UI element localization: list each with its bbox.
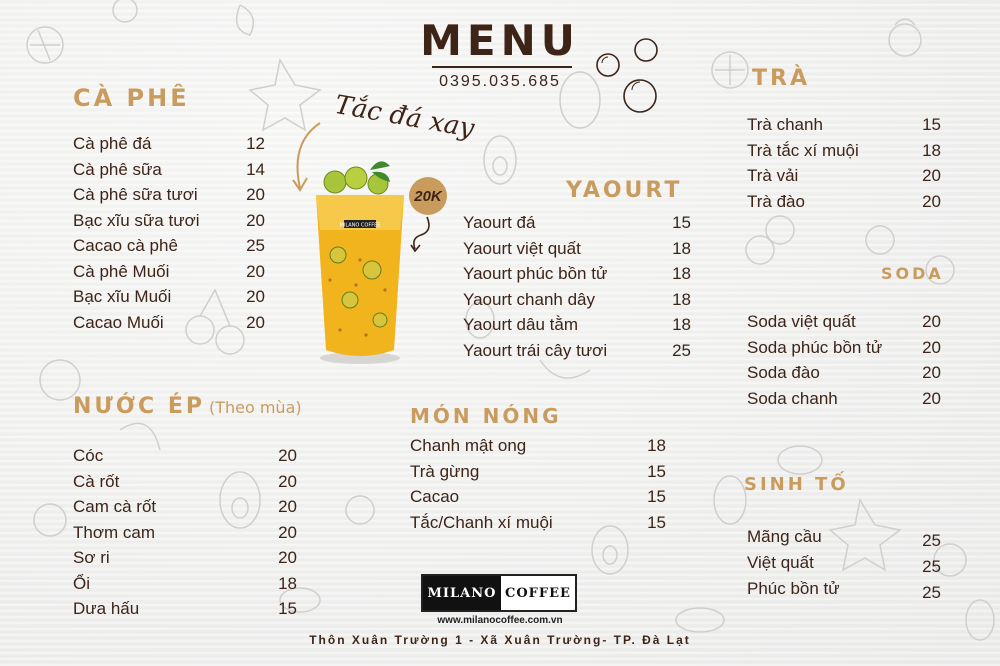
menu-item: [463, 213, 691, 239]
phone-number: 0395.035.685: [439, 73, 561, 90]
menu-item: [747, 192, 941, 218]
menu-item: [73, 134, 265, 160]
item-price: 20: [246, 185, 265, 204]
menu-item: [747, 141, 941, 167]
menu-item: [463, 290, 691, 316]
section-title-nuocep: [73, 394, 302, 419]
item-price: 18: [672, 315, 691, 334]
section-list-monnong: [410, 436, 666, 538]
item-name: Soda việt quất: [747, 312, 856, 331]
promo-price-badge: 20K: [409, 177, 447, 215]
item-name: Tắc/Chanh xí muội: [410, 512, 553, 532]
section-title-sinhto: SINH TỐ: [744, 474, 849, 495]
menu-item: [747, 115, 941, 141]
item-price: 20: [278, 522, 297, 542]
item-price: 18: [672, 238, 691, 258]
menu-item: [410, 487, 666, 513]
item-price: 20: [246, 210, 265, 230]
section-list-caphe: [73, 134, 265, 338]
item-name: Soda chanh: [747, 388, 838, 408]
item-name: Yaourt trái cây tươi: [463, 340, 608, 360]
menu-item: [747, 527, 941, 553]
menu-item: [73, 262, 265, 288]
menu-item: [73, 497, 297, 523]
item-price: 18: [922, 140, 941, 160]
item-price: 18: [278, 573, 297, 593]
item-price: 20: [922, 388, 941, 408]
item-name: Bạc xĩu Muối: [73, 287, 172, 306]
item-name: Cacao: [410, 487, 460, 506]
section-list-nuocep: [73, 446, 297, 625]
item-name: Mãng cầu: [747, 527, 822, 546]
menu-title: MENU: [420, 16, 580, 65]
menu-item: [410, 462, 666, 488]
menu-item: [73, 472, 297, 498]
menu-item: [73, 313, 265, 339]
menu-item: [73, 523, 297, 549]
item-name: Cà phê sữa tươi: [73, 185, 198, 204]
menu-item: [73, 185, 265, 211]
item-price: 25: [922, 531, 941, 550]
menu-item: [463, 239, 691, 265]
menu-item: [747, 579, 941, 605]
item-name: Chanh mật ong: [410, 436, 527, 455]
bubbles-icon: [590, 30, 670, 120]
squiggle-arrow-icon: [405, 215, 435, 255]
item-name: Trà đào: [747, 191, 805, 211]
menu-item: [463, 264, 691, 290]
item-price: 18: [672, 289, 691, 309]
item-price: 20: [246, 287, 265, 306]
item-name: Trà chanh: [747, 115, 823, 134]
item-name: Bạc xĩu sữa tươi: [73, 210, 200, 230]
item-price: 20: [278, 446, 297, 465]
section-list-soda: [747, 312, 941, 414]
item-name: Cà phê sữa: [73, 159, 162, 179]
item-name: Trà tắc xí muội: [747, 140, 859, 160]
item-name: Yaourt dâu tằm: [463, 315, 578, 334]
menu-item: [73, 160, 265, 186]
item-price: 15: [278, 599, 297, 618]
item-price: 20: [246, 261, 265, 281]
menu-item: [747, 389, 941, 415]
item-name: Trà vải: [747, 166, 799, 185]
item-price: 15: [922, 115, 941, 134]
item-price: 15: [672, 213, 691, 232]
item-price: 15: [647, 461, 666, 481]
menu-item: [73, 446, 297, 472]
item-price: 20: [246, 312, 265, 332]
item-price: 14: [246, 159, 265, 179]
logo-left-text: MILANO: [423, 576, 501, 610]
menu-item: [747, 338, 941, 364]
section-title-yaourt: YAOURT: [566, 178, 683, 203]
item-name: Dưa hấu: [73, 599, 140, 618]
section-list-sinhto: [747, 527, 941, 605]
item-price: 20: [278, 471, 297, 491]
menu-item: [73, 287, 265, 313]
svg-text:MILANO COFFEE: MILANO COFFEE: [339, 222, 381, 229]
menu-item: [410, 513, 666, 539]
item-price: 25: [672, 340, 691, 360]
item-name: Ổi: [73, 573, 90, 593]
item-price: 20: [922, 166, 941, 185]
menu-item: [747, 553, 941, 579]
item-price: 20: [922, 337, 941, 357]
item-price: 18: [672, 264, 691, 283]
tac-da-xay-drink-image: [300, 160, 420, 370]
item-price: 20: [922, 312, 941, 331]
menu-item: [463, 341, 691, 367]
item-name: Yaourt chanh dây: [463, 289, 595, 309]
item-name: Cà phê đá: [73, 134, 152, 153]
item-price: 20: [922, 363, 941, 382]
item-name: Cà phê Muối: [73, 261, 170, 281]
milano-coffee-logo: [421, 574, 577, 612]
promo-text: Tắc đá xay: [332, 89, 477, 145]
item-price: 25: [922, 557, 941, 576]
item-name: Trà gừng: [410, 461, 480, 481]
item-price: 15: [647, 512, 666, 532]
menu-item: [747, 363, 941, 389]
item-name: Yaourt đá: [463, 213, 536, 232]
item-name: Phúc bồn tử: [747, 579, 840, 598]
item-name: Yaourt phúc bồn tử: [463, 264, 608, 283]
website-url: www.milanocoffee.com.vn: [437, 615, 563, 626]
item-price: 25: [922, 583, 941, 602]
section-title-tra: TRÀ: [752, 66, 810, 91]
logo-right-text: COFFEE: [505, 585, 571, 601]
section-title-soda: SODA: [881, 264, 944, 283]
address: Thôn Xuân Trường 1 - Xã Xuân Trường- TP. Đà Lạt: [309, 633, 691, 647]
section-list-tra: [747, 115, 941, 217]
section-title-monnong: MÓN NÓNG: [410, 404, 562, 428]
section-list-yaourt: [463, 213, 691, 366]
item-name: Soda đào: [747, 363, 820, 382]
item-name: Cà rốt: [73, 471, 120, 491]
item-name: Yaourt việt quất: [463, 238, 581, 258]
item-price: 20: [922, 191, 941, 211]
item-name: Sơ ri: [73, 548, 110, 567]
menu-item: [747, 312, 941, 338]
item-name: Cam cà rốt: [73, 497, 157, 516]
item-name: Cacao Muối: [73, 312, 164, 332]
item-name: Việt quất: [747, 553, 814, 572]
section-title-caphe: CÀ PHÊ: [73, 84, 190, 112]
item-price: 12: [246, 134, 265, 153]
menu-item: [73, 236, 265, 262]
section-title-nuocep-text: NƯỚC ÉP: [73, 394, 205, 419]
item-name: Thơm cam: [73, 522, 155, 542]
item-price: 20: [278, 497, 297, 516]
item-name: Cóc: [73, 446, 104, 465]
item-price: 25: [246, 236, 265, 255]
title-underline: [432, 66, 572, 68]
item-name: Soda phúc bồn tử: [747, 337, 883, 357]
section-subtitle-nuocep: (Theo mùa): [208, 398, 302, 417]
item-price: 18: [647, 436, 666, 455]
menu-item: [73, 548, 297, 574]
item-price: 20: [278, 548, 297, 567]
menu-item: [747, 166, 941, 192]
item-price: 15: [647, 487, 666, 506]
menu-item: [73, 574, 297, 600]
menu-item: [463, 315, 691, 341]
menu-item: [73, 211, 265, 237]
menu-item: [410, 436, 666, 462]
item-name: Cacao cà phê: [73, 236, 178, 255]
